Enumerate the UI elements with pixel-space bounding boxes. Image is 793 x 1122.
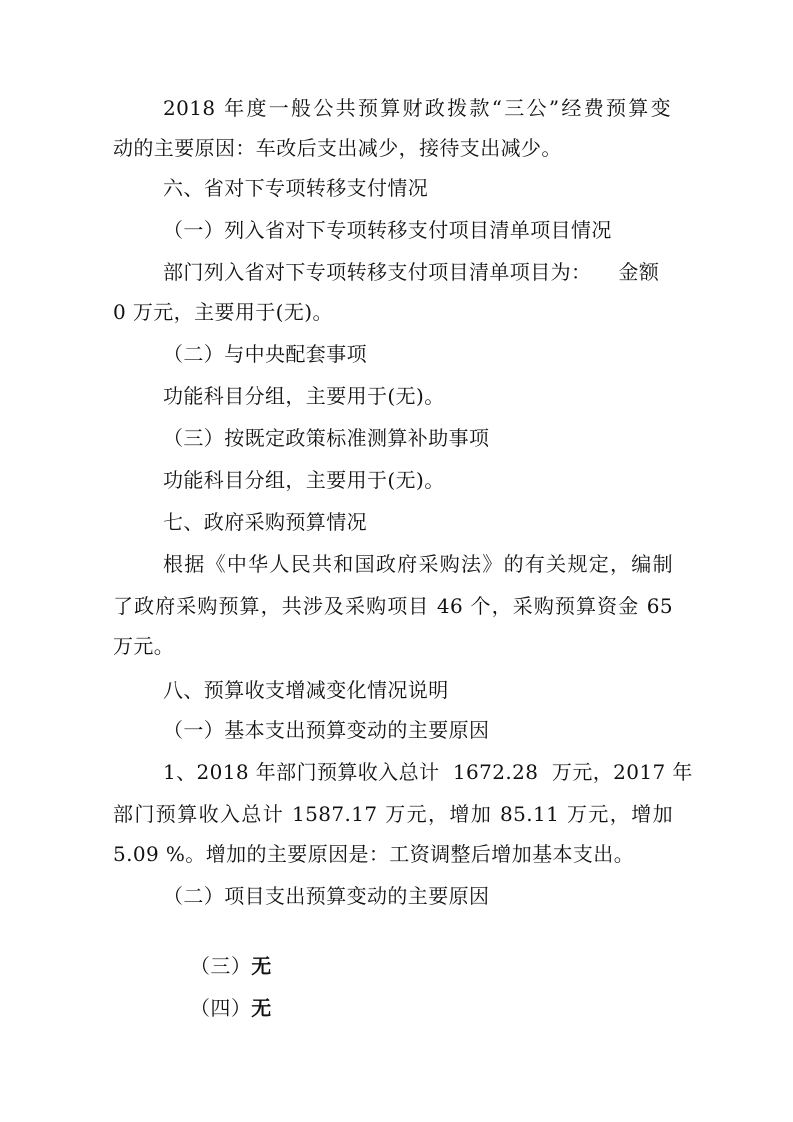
subsection-prefix: （四） — [190, 996, 252, 1020]
subsection-heading — [163, 966, 272, 1050]
paragraph-line: 2018 年度一般公共预算财政拨款“三公”经费预算变 — [163, 96, 671, 120]
paragraph-line: 5.09 %。增加的主要原因是：工资调整后增加基本支出。 — [113, 842, 635, 866]
paragraph-line: 了政府采购预算，共涉及采购项目 46 个，采购预算资金 65 — [113, 594, 673, 618]
subsection-text: 无 — [251, 996, 272, 1020]
paragraph-line: 万元。 — [113, 634, 175, 658]
section-heading: 七、政府采购预算情况 — [163, 510, 367, 534]
subsection-text: 无 — [251, 954, 272, 978]
paragraph-line: 部门预算收入总计 1587.17 万元，增加 85.11 万元，增加 — [113, 802, 673, 826]
paragraph-line: 0 万元，主要用于(无)。 — [113, 300, 333, 324]
paragraph-line: 部门列入省对下专项转移支付项目清单项目为： 金额 — [163, 260, 660, 284]
subsection-heading: （二）项目支出预算变动的主要原因 — [163, 884, 490, 908]
subsection-heading: （三）按既定政策标准测算补助事项 — [163, 426, 490, 450]
section-heading: 八、预算收支增减变化情况说明 — [163, 678, 449, 702]
subsection-heading: （一）列入省对下专项转移支付项目清单项目情况 — [163, 218, 612, 242]
subsection-heading: （二）与中央配套事项 — [163, 342, 367, 366]
section-heading: 六、省对下专项转移支付情况 — [163, 176, 429, 200]
paragraph-line: 1、2018 年部门预算收入总计 1672.28 万元，2017 年 — [163, 760, 693, 784]
paragraph-line: 功能科目分组，主要用于(无)。 — [163, 384, 445, 408]
paragraph-line: 根据《中华人民共和国政府采购法》的有关规定，编制 — [163, 552, 673, 576]
paragraph-line: 动的主要原因：车改后支出减少，接待支出减少。 — [113, 136, 562, 160]
subsection-heading: （一）基本支出预算变动的主要原因 — [163, 718, 490, 742]
paragraph-line: 功能科目分组，主要用于(无)。 — [163, 468, 445, 492]
subsection-prefix: （三） — [190, 954, 252, 978]
